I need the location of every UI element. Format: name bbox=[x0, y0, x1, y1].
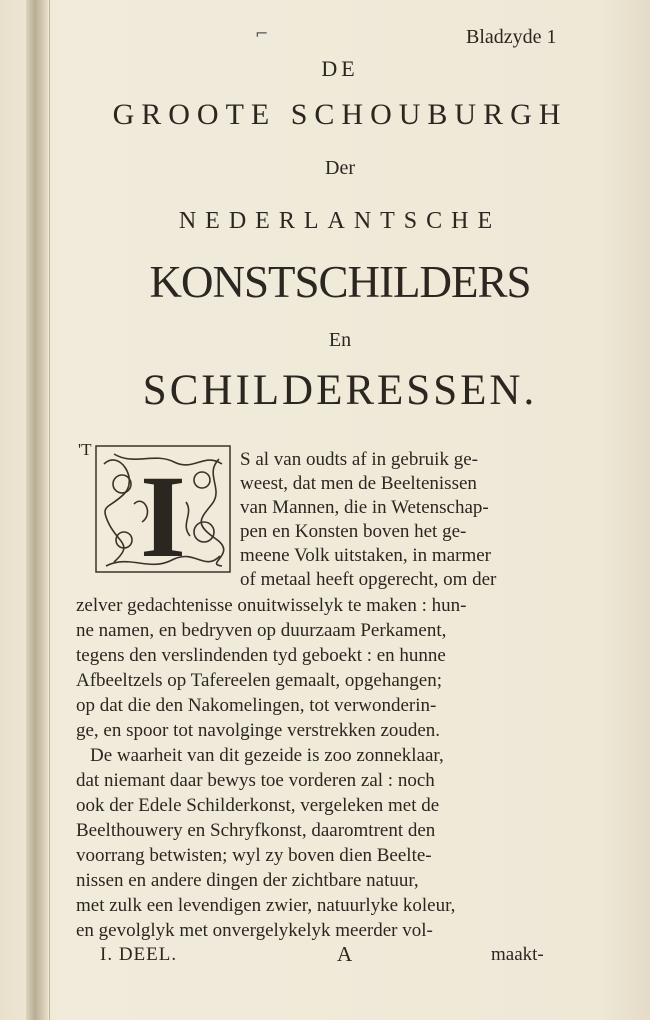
title-nederlantsche: NEDERLANTSCHE bbox=[178, 208, 502, 234]
ink-mark: ⌐ bbox=[255, 24, 269, 43]
title-der: Der bbox=[325, 157, 355, 179]
text-line: Beelthouwery en Schryfkonst, daaromtrent den bbox=[76, 820, 436, 841]
signature-mark: A bbox=[337, 942, 353, 966]
ornamental-dropcap-icon bbox=[94, 444, 232, 574]
dropcap-letter: I bbox=[140, 451, 186, 574]
book-gutter bbox=[26, 0, 48, 1020]
gutter-edge bbox=[49, 0, 50, 1020]
text-line: weest, dat men de Beeltenissen bbox=[240, 473, 477, 494]
title-groote-schouburgh: GROOTE SCHOUBURGH bbox=[112, 98, 568, 131]
title-schilderessen: SCHILDERESSEN. bbox=[142, 367, 538, 414]
text-line: ge, en spoor tot navolginge verstrekken zouden. bbox=[76, 720, 441, 741]
text-line: S al van oudts af in gebruik ge- bbox=[240, 449, 478, 470]
catchword: maakt- bbox=[491, 944, 544, 965]
title-konstschilders: KONSTSCHILDERS bbox=[149, 257, 531, 307]
text-line: en gevolglyk met onvergelykelyk meerder vol- bbox=[76, 920, 433, 941]
text-line: nissen en andere dingen der zichtbare natuur, bbox=[76, 870, 419, 891]
text-line: zelver gedachtenisse onuitwisselyk te maken : hun- bbox=[76, 595, 467, 616]
text-line: meene Volk uitstaken, in marmer bbox=[240, 545, 491, 566]
text-line: De waarheit van dit gezeide is zoo zonneklaar, bbox=[90, 745, 444, 766]
text-line: tegens den verslindenden tyd geboekt : en hunne bbox=[76, 645, 446, 666]
text-line: pen en Konsten boven het ge- bbox=[240, 521, 467, 542]
text-line: met zulk een levendigen zwier, natuurlyke koleur, bbox=[76, 895, 456, 916]
title-en: En bbox=[328, 329, 352, 351]
text-line: op dat die den Nakomelingen, tot verwonderin- bbox=[76, 695, 437, 716]
text-line: voorrang betwisten; wyl zy boven dien Beelte- bbox=[76, 845, 432, 866]
title-de: DE bbox=[321, 56, 359, 81]
text-line: of metaal heeft opgerecht, om der bbox=[240, 569, 497, 590]
text-line: dat niemant daar bewys toe vorderen zal : noch bbox=[76, 770, 435, 791]
text-line: ook der Edele Schilderkonst, vergeleken met de bbox=[76, 795, 440, 816]
page-header-number: Bladzyde 1 bbox=[466, 26, 557, 48]
dropcap-prefix: 'T bbox=[78, 440, 92, 459]
text-line: Afbeeltzels op Tafereelen gemaalt, opgehangen; bbox=[76, 670, 443, 691]
text-line: ne namen, en bedryven op duurzaam Perkament, bbox=[76, 620, 447, 641]
text-line: van Mannen, die in Wetenschap- bbox=[240, 497, 489, 518]
signature-volume: I. DEEL. bbox=[100, 944, 178, 965]
